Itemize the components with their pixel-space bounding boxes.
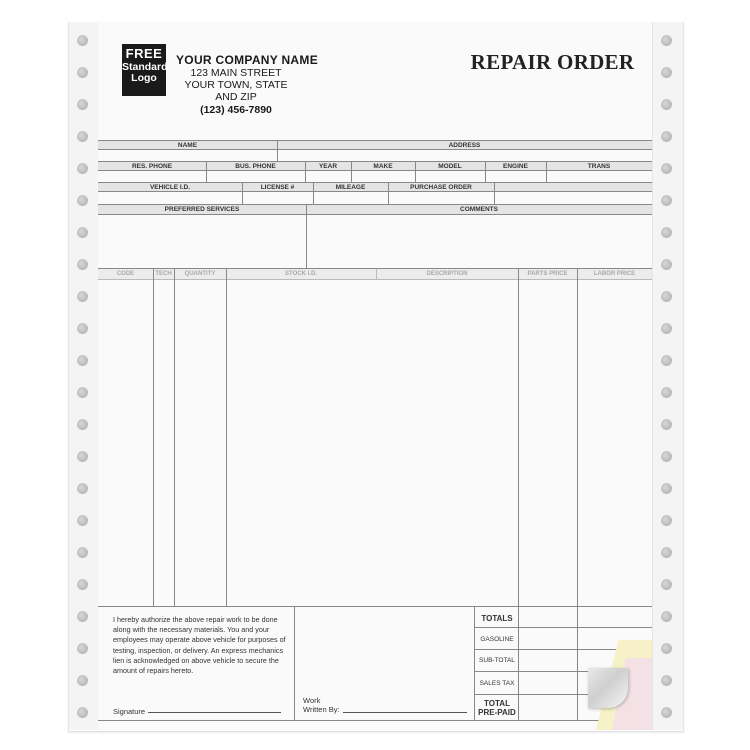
- pinfeed-hole: [661, 35, 672, 46]
- sales-tax-label: SALES TAX: [479, 680, 515, 687]
- company-block: [176, 53, 318, 116]
- col-labor-price: LABOR PRICE: [593, 271, 636, 277]
- label-vehicle-id: VEHICLE I.D.: [149, 184, 191, 191]
- pinfeed-hole: [661, 515, 672, 526]
- label-bus-phone: BUS. PHONE: [235, 163, 276, 170]
- column-divider: [153, 269, 154, 606]
- column-divider: [174, 269, 175, 606]
- grid-line: [98, 279, 652, 280]
- authorization-text: I hereby authorize the above repair work to be done along with the necessary materials. You and your employees may operate above vehicle for purposes of testing, inspection, or delivery. An express mechanics lien is acknowledged on above vehicle to secure the amount of repairs hereto.: [113, 615, 286, 676]
- grid-line: [98, 170, 652, 171]
- pinfeed-hole: [661, 387, 672, 398]
- work-label-line-2: Written By:: [303, 705, 340, 714]
- grid-line: [98, 140, 652, 141]
- label-comments: COMMENTS: [460, 206, 498, 213]
- pinfeed-hole: [77, 451, 88, 462]
- pinfeed-hole: [661, 227, 672, 238]
- pinfeed-hole: [77, 483, 88, 494]
- grid-line: [98, 720, 652, 721]
- signature-label: Signature: [113, 707, 146, 716]
- pinfeed-hole: [77, 259, 88, 270]
- pinfeed-hole: [77, 355, 88, 366]
- grid-line: [494, 182, 495, 204]
- pinfeed-hole: [661, 291, 672, 302]
- label-name: NAME: [177, 142, 198, 149]
- pinfeed-hole: [77, 35, 88, 46]
- col-stock-id: STOCK I.D.: [285, 271, 317, 277]
- grid-line: [98, 214, 652, 215]
- logo-line-3: Logo: [131, 71, 157, 84]
- label-purchase-order: PURCHASE ORDER: [410, 184, 472, 191]
- grid-line: [306, 204, 307, 268]
- pinfeed-hole: [661, 67, 672, 78]
- gasoline-label: GASOLINE: [480, 636, 514, 643]
- company-name: YOUR COMPANY NAME: [176, 53, 318, 67]
- page-curl: [588, 668, 628, 708]
- pinfeed-hole: [77, 99, 88, 110]
- col-description: DESCRIPTION: [426, 271, 468, 277]
- sub-total-label: SUB-TOTAL: [479, 657, 515, 664]
- total-label: TOTAL: [484, 699, 510, 708]
- pinfeed-hole: [661, 195, 672, 206]
- document-title: REPAIR ORDER: [470, 50, 635, 74]
- col-code: CODE: [116, 271, 135, 277]
- grid-line: [98, 268, 652, 269]
- column-divider: [518, 269, 519, 606]
- logo-line-2: Standard: [122, 61, 168, 73]
- grid-line: [98, 149, 652, 150]
- grid-line: [98, 191, 652, 192]
- pinfeed-hole: [77, 323, 88, 334]
- grid-line: [577, 606, 578, 720]
- col-tech: TECH: [155, 271, 172, 277]
- total-pre-paid-label: [476, 699, 518, 717]
- pinfeed-hole: [77, 387, 88, 398]
- pinfeed-hole: [661, 643, 672, 654]
- label-address: ADDRESS: [448, 142, 481, 149]
- grid-line: [98, 204, 652, 205]
- pinfeed-hole: [77, 163, 88, 174]
- company-city: YOUR TOWN, STATE AND ZIP: [184, 79, 288, 103]
- pinfeed-hole: [77, 547, 88, 558]
- pinfeed-hole: [661, 355, 672, 366]
- pinfeed-hole: [661, 483, 672, 494]
- label-model: MODEL: [438, 163, 462, 170]
- pinfeed-hole: [77, 195, 88, 206]
- label-trans: TRANS: [587, 163, 611, 170]
- company-street: 123 MAIN STREET: [190, 67, 282, 79]
- written-by-label: [303, 696, 340, 714]
- pinfeed-hole: [661, 419, 672, 430]
- pinfeed-hole: [661, 611, 672, 622]
- grid-line: [474, 627, 652, 628]
- pinfeed-hole: [661, 131, 672, 142]
- pinfeed-hole: [661, 259, 672, 270]
- pinfeed-hole: [661, 579, 672, 590]
- column-divider: [226, 269, 227, 606]
- pinfeed-hole: [77, 643, 88, 654]
- totals-label: TOTALS: [481, 614, 513, 623]
- pinfeed-hole: [77, 515, 88, 526]
- grid-line: [474, 606, 475, 720]
- pinfeed-hole: [77, 227, 88, 238]
- pinfeed-hole: [661, 451, 672, 462]
- right-tractor-strip: [652, 22, 684, 730]
- signature-line: [148, 712, 281, 713]
- logo-line-1: FREE: [125, 46, 163, 61]
- company-phone: (123) 456-7890: [200, 104, 272, 116]
- grid-line: [98, 606, 652, 607]
- logo-badge: [122, 44, 166, 96]
- pinfeed-hole: [77, 67, 88, 78]
- written-by-line: [343, 712, 467, 713]
- pinfeed-hole: [661, 323, 672, 334]
- pre-paid-label: PRE-PAID: [478, 708, 516, 717]
- label-year: YEAR: [318, 163, 338, 170]
- work-label-line-1: Work: [303, 696, 321, 705]
- pinfeed-hole: [77, 579, 88, 590]
- label-preferred-services: PREFERRED SERVICES: [164, 206, 240, 213]
- pinfeed-hole: [661, 99, 672, 110]
- label-res-phone: RES. PHONE: [131, 163, 173, 170]
- pinfeed-hole: [77, 707, 88, 718]
- pinfeed-hole: [661, 163, 672, 174]
- label-license: LICENSE #: [260, 184, 295, 191]
- grid-line: [98, 182, 652, 183]
- grid-line: [98, 161, 652, 162]
- pinfeed-hole: [661, 675, 672, 686]
- pinfeed-hole: [661, 707, 672, 718]
- col-parts-price: PARTS PRICE: [527, 271, 568, 277]
- column-divider: [577, 269, 578, 606]
- pinfeed-hole: [77, 611, 88, 622]
- label-mileage: MILEAGE: [335, 184, 366, 191]
- pinfeed-hole: [77, 131, 88, 142]
- col-quantity: QUANTITY: [184, 271, 216, 277]
- label-make: MAKE: [373, 163, 393, 170]
- pinfeed-hole: [77, 291, 88, 302]
- pinfeed-hole: [77, 675, 88, 686]
- label-engine: ENGINE: [503, 163, 528, 170]
- left-tractor-strip: [68, 22, 100, 730]
- grid-line: [518, 606, 519, 720]
- pinfeed-hole: [77, 419, 88, 430]
- pinfeed-hole: [661, 547, 672, 558]
